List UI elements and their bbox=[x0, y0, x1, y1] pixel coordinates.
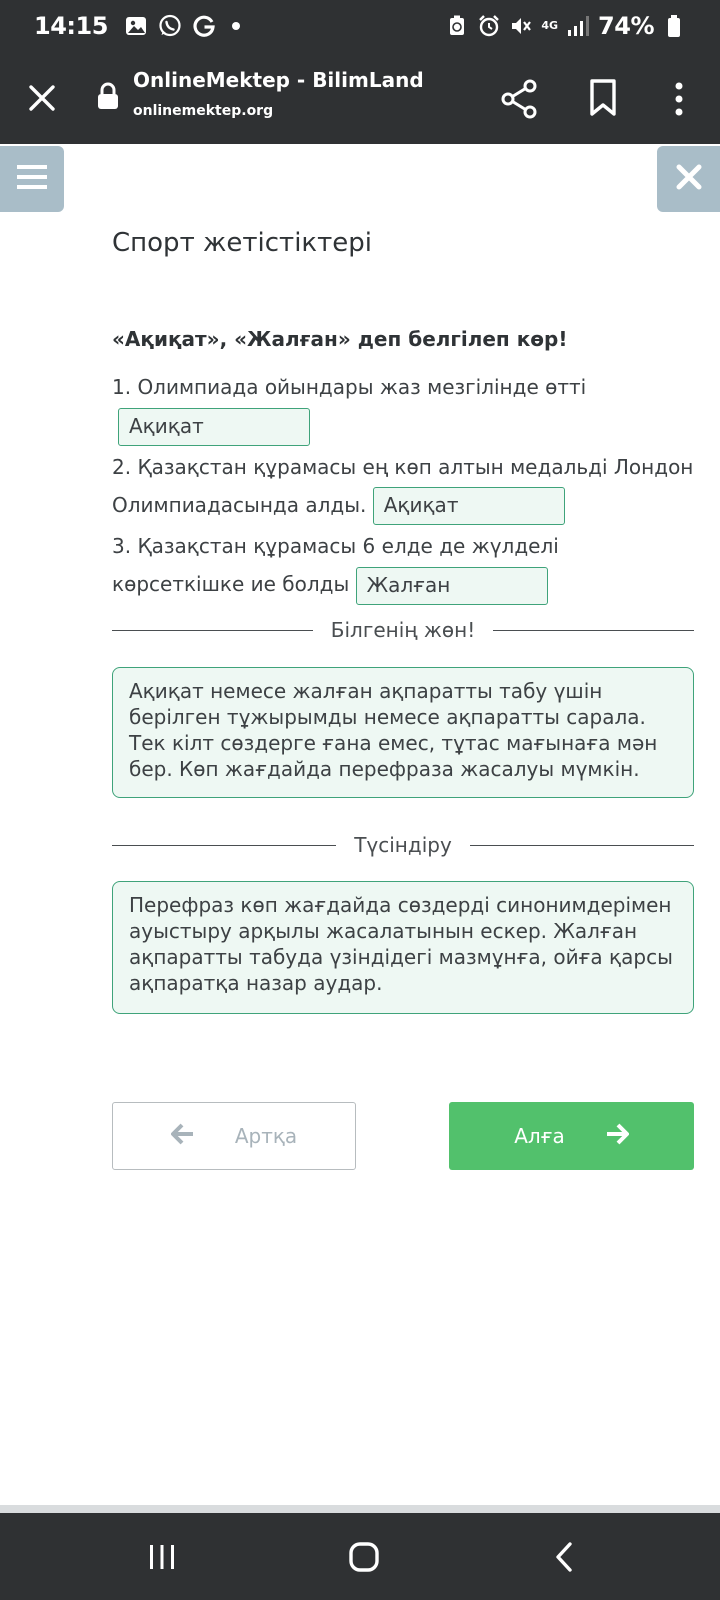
share-icon[interactable] bbox=[500, 78, 540, 120]
divider-line bbox=[112, 845, 336, 846]
answer-select-3[interactable]: Жалған bbox=[356, 567, 548, 605]
question-1 bbox=[112, 368, 694, 446]
signal-icon bbox=[566, 14, 590, 38]
recent-apps-icon[interactable] bbox=[140, 1535, 184, 1579]
system-navigation-bar bbox=[0, 1513, 720, 1600]
more-options-icon[interactable] bbox=[664, 78, 694, 120]
divider-line bbox=[112, 630, 313, 631]
exercise-instruction: «Ақиқат», «Жалған» деп белгілеп көр! bbox=[112, 327, 568, 351]
back-nav-icon[interactable] bbox=[542, 1535, 586, 1579]
lock-icon bbox=[97, 82, 121, 112]
gallery-icon bbox=[124, 14, 148, 38]
question-text: 3. Қазақстан құрамасы 6 елде де жүлделі көрсеткішке ие болды bbox=[112, 534, 559, 596]
browser-toolbar bbox=[0, 52, 720, 144]
notification-dot-icon bbox=[232, 22, 240, 30]
hamburger-icon bbox=[16, 164, 48, 194]
tip-divider bbox=[112, 615, 694, 645]
answer-select-1[interactable]: Ақиқат bbox=[118, 408, 310, 446]
close-tab-icon[interactable] bbox=[22, 76, 62, 120]
mute-icon bbox=[509, 14, 533, 38]
tip-heading: Білгенің жөн! bbox=[330, 618, 476, 642]
question-text: 1. Олимпиада ойындары жаз мезгілінде өтті bbox=[112, 375, 587, 399]
battery-level: 74% bbox=[598, 12, 654, 40]
status-time: 14:15 bbox=[34, 12, 108, 40]
google-icon bbox=[192, 14, 216, 38]
divider-line bbox=[493, 630, 694, 631]
arrow-left-icon bbox=[171, 1123, 195, 1150]
home-icon[interactable] bbox=[342, 1535, 386, 1579]
arrow-right-icon bbox=[605, 1123, 629, 1150]
whatsapp-icon bbox=[158, 14, 182, 38]
menu-button[interactable] bbox=[0, 146, 64, 212]
answer-select-2[interactable]: Ақиқат bbox=[373, 487, 565, 525]
explanation-divider bbox=[112, 830, 694, 860]
tip-card: Ақиқат немесе жалған ақпаратты табу үшін берілген тұжырымды немесе ақпаратты сарала. Тек кілт сөздерге ғана емес, тұтас мағынаға мән бер. Көп жағдайда перефраза жасалуы мүмкін. bbox=[112, 667, 694, 798]
question-2 bbox=[112, 448, 694, 526]
status-right bbox=[445, 12, 686, 40]
close-lesson-button[interactable] bbox=[657, 146, 720, 212]
close-icon bbox=[676, 164, 702, 194]
browser-page-title: OnlineMektep - BilimLand bbox=[133, 68, 424, 92]
next-button-label: Алға bbox=[514, 1124, 565, 1148]
status-bar bbox=[0, 0, 720, 52]
page-info[interactable] bbox=[133, 66, 424, 122]
explanation-card: Перефраз көп жағдайда сөздерді синонимдерімен ауыстыру арқылы жасалатынын ескер. Жалған ақпаратты табуда үзіндідегі мазмұнға, ойға қарсы ақпаратқа назар аудар. bbox=[112, 881, 694, 1014]
question-3 bbox=[112, 527, 694, 605]
recycle-icon bbox=[445, 14, 469, 38]
exercise bbox=[112, 322, 694, 605]
page-title: Спорт жетістіктері bbox=[112, 228, 372, 258]
nav-bar-strip bbox=[0, 1505, 720, 1513]
bookmark-icon[interactable] bbox=[588, 78, 620, 120]
back-button[interactable] bbox=[112, 1102, 356, 1170]
explanation-heading: Түсіндіру bbox=[354, 833, 452, 857]
browser-url: onlinemektep.org bbox=[133, 103, 274, 119]
battery-icon bbox=[662, 14, 686, 38]
network-type: 4G bbox=[541, 19, 559, 32]
back-button-label: Артқа bbox=[234, 1124, 298, 1148]
status-left bbox=[34, 12, 240, 40]
next-button[interactable] bbox=[449, 1102, 694, 1170]
divider-line bbox=[470, 845, 694, 846]
question-text: 2. Қазақстан құрамасы ең көп алтын медальді Лондон Олимпиадасында алды. bbox=[112, 454, 694, 517]
alarm-icon bbox=[477, 14, 501, 38]
